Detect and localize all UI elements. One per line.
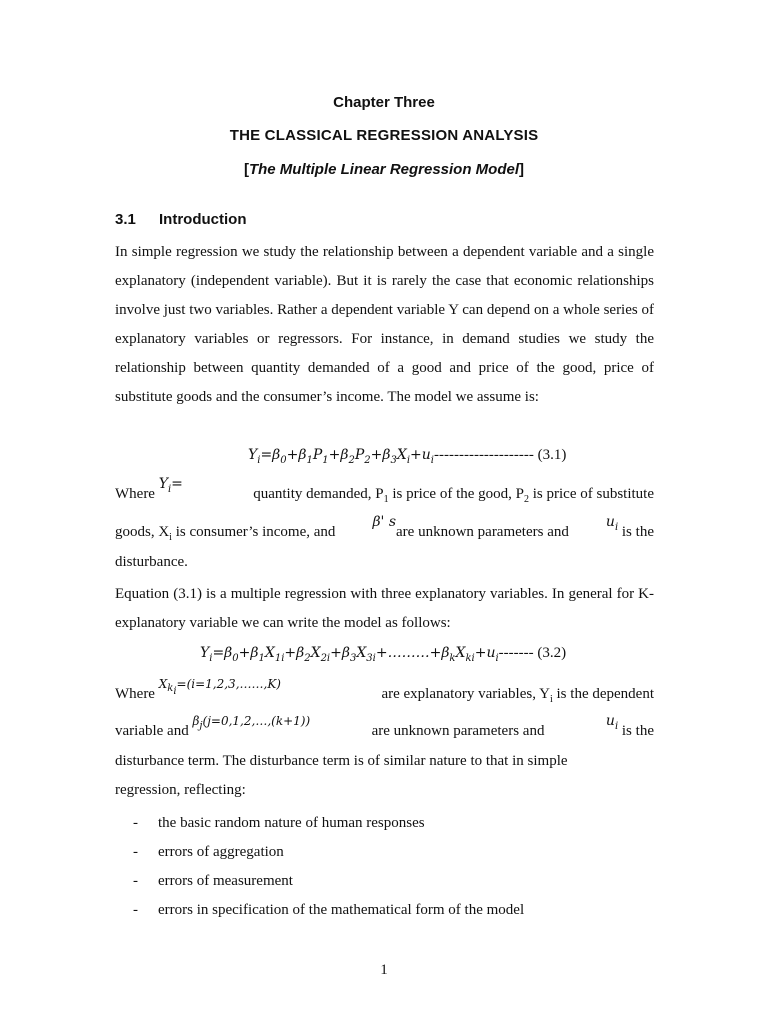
section-title: Introduction [159, 211, 247, 228]
chapter-title: THE CLASSICAL REGRESSION ANALYSIS [229, 127, 539, 144]
section-number: 3.1 [115, 211, 136, 228]
equation-tag-3-2: ------- (3.2) [498, 645, 567, 661]
where2-line-1: Where $^{X_{k_i}=(i=1,2,3,\dots\dots,K)}$ are explanatory variables, $Y_i$ is the dependent [115, 677, 654, 705]
equation-3-2: $Y_i=\beta_0+\beta_1X_{1i}+\beta_2X_{2i}+\beta_3X_{3i}+\dots\dots\dots+\beta_kX_{ki}+u_i-------$ (3.2) [200, 645, 567, 664]
where2-line-4: regression, reflecting: [115, 782, 246, 798]
where2-line-3: disturbance term. The disturbance term is of similar nature to that in simple [115, 753, 568, 769]
list-item: - the basic random nature of human responses [133, 815, 425, 831]
list-item: - errors in specification of the mathematical form of the model [133, 902, 525, 918]
list-item: - errors of measurement [133, 873, 293, 889]
where-line-2: goods, $X_i$ is consumer’s income, and β' sare unknown parameters and $u_i$ is the [115, 514, 654, 543]
bullet-list [133, 809, 524, 925]
section-heading [115, 211, 246, 228]
intro-paragraph: In simple regression we study the relationship between a dependent variable and a single explanatory (independent variable). But it is rarely the case that economic relationships involve just two variables. Rather a dependent variable Y can depend on a whole series of explanatory variables or regressors. For instance, in demand studies we study the relationship between quantity demanded of a good and price of the good, price of substitute goods and the consumer’s income. The model we assume is: [115, 244, 654, 405]
where-line-1: Where $Y_i=$ quantity demanded, $P_1$ is price of the good, $P_2$ is price of substitute [115, 476, 654, 505]
list-item: - errors of aggregation [133, 844, 284, 860]
page-number: 1 [380, 962, 388, 978]
subtitle-text: The Multiple Linear Regression Model [248, 161, 520, 178]
chapter-subtitle: [The Multiple Linear Regression Model] [243, 161, 525, 178]
where2-line-2: variable and $^{\beta_j(j=0,1,2,\dots,(k+1))}$ are unknown parameters and $u_i$ is the [115, 713, 654, 739]
where-line-3: disturbance. [115, 554, 188, 570]
equation-3-1: $Y_i=\beta_0+\beta_1P_1+\beta_2P_2+\beta_3X_i+u_i--------------------$ (3.1) [248, 447, 567, 466]
equation-tag-3-1: -------------------- (3.1) [433, 447, 567, 463]
paragraph-2: Equation (3.1) is a multiple regression with three explanatory variables. In general for K-explanatory variable we can write the model as follows: [115, 586, 654, 631]
chapter-label: Chapter Three [333, 94, 435, 111]
